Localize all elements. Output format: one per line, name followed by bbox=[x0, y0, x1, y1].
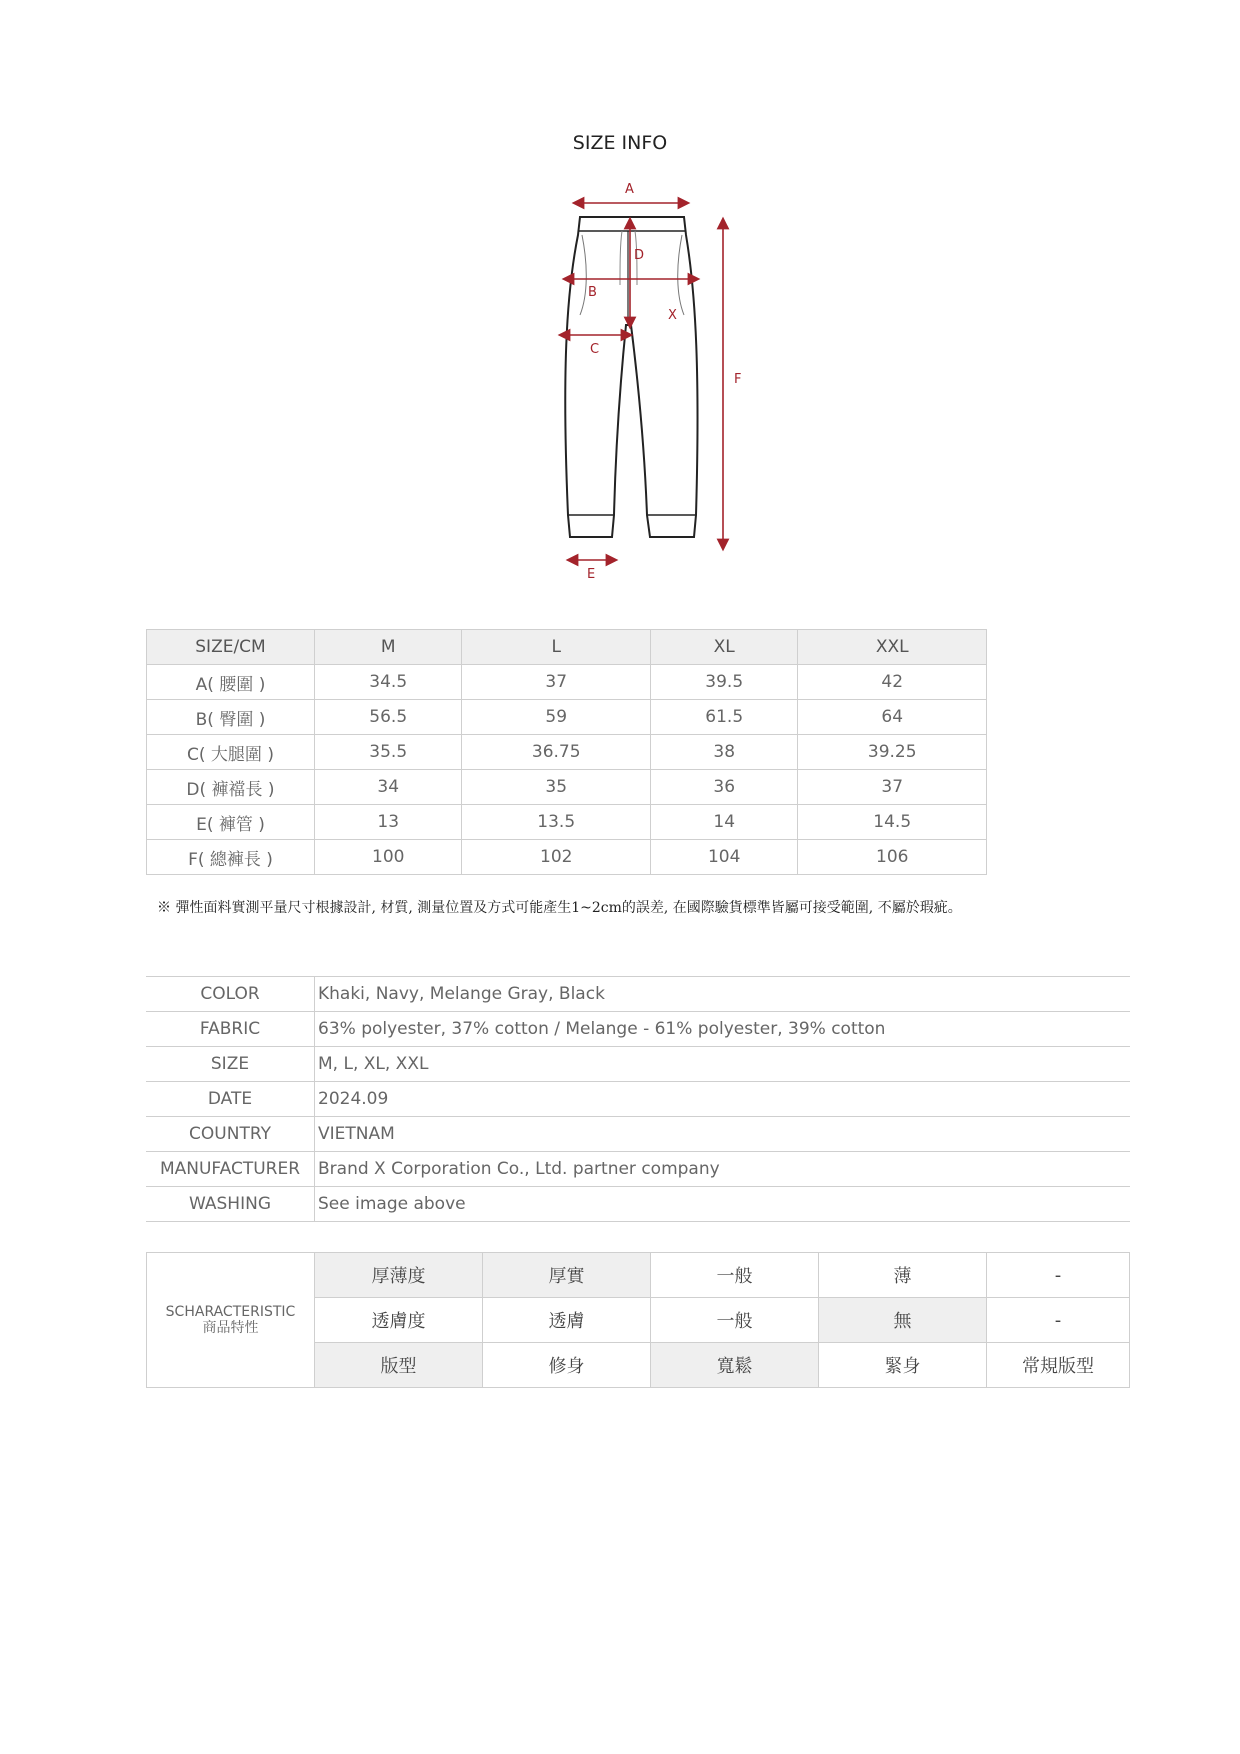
table-cell: 104 bbox=[650, 840, 797, 875]
table-cell: 36.75 bbox=[462, 735, 651, 770]
table-cell: 35 bbox=[462, 770, 651, 805]
pants-outline bbox=[565, 217, 697, 537]
table-cell: 56.5 bbox=[315, 700, 462, 735]
char-attribute: 透膚度 bbox=[315, 1298, 483, 1343]
table-row bbox=[147, 735, 987, 770]
table-cell: 34 bbox=[315, 770, 462, 805]
info-row-color bbox=[146, 977, 1130, 1012]
pants-measurement-diagram bbox=[540, 175, 760, 585]
table-cell: 13 bbox=[315, 805, 462, 840]
product-info-table bbox=[146, 976, 1130, 1222]
table-row bbox=[147, 770, 987, 805]
row-label: D( 褲襠長 ) bbox=[147, 770, 315, 805]
table-row bbox=[147, 665, 987, 700]
table-cell: 13.5 bbox=[462, 805, 651, 840]
char-option: 透膚 bbox=[483, 1298, 651, 1343]
info-key: MANUFACTURER bbox=[146, 1152, 315, 1187]
measurement-note: ※ 彈性面料實測平量尺寸根據設計, 材質, 測量位置及方式可能產生1~2cm的誤差, 在國際驗貨標準皆屬可接受範圍, 不屬於瑕疵。 bbox=[157, 900, 962, 916]
measure-e-label: E bbox=[587, 567, 596, 582]
table-row bbox=[147, 700, 987, 735]
info-value: M, L, XL, XXL bbox=[315, 1047, 1131, 1082]
table-row bbox=[147, 840, 987, 875]
table-cell: 102 bbox=[462, 840, 651, 875]
info-row-washing bbox=[146, 1187, 1130, 1222]
size-table-header bbox=[147, 630, 987, 665]
size-table bbox=[146, 629, 987, 875]
char-option: 常規版型 bbox=[987, 1343, 1130, 1388]
info-row-size bbox=[146, 1047, 1130, 1082]
measure-a-label: A bbox=[625, 182, 634, 197]
page-title: SIZE INFO bbox=[572, 132, 668, 154]
table-cell: 39.25 bbox=[798, 735, 987, 770]
char-option: 修身 bbox=[483, 1343, 651, 1388]
info-key: FABRIC bbox=[146, 1012, 315, 1047]
table-cell: 37 bbox=[462, 665, 651, 700]
char-attribute: 厚薄度 bbox=[315, 1253, 483, 1298]
row-label: F( 總褲長 ) bbox=[147, 840, 315, 875]
info-key: WASHING bbox=[146, 1187, 315, 1222]
table-cell: 14 bbox=[650, 805, 797, 840]
char-option-selected: 寬鬆 bbox=[651, 1343, 819, 1388]
char-option: 緊身 bbox=[819, 1343, 987, 1388]
char-attribute: 版型 bbox=[315, 1343, 483, 1388]
info-key: SIZE bbox=[146, 1047, 315, 1082]
char-row-thickness bbox=[147, 1253, 1130, 1298]
header-cell: L bbox=[462, 630, 651, 665]
char-option: 薄 bbox=[819, 1253, 987, 1298]
measure-b-label: B bbox=[588, 285, 597, 300]
char-option-selected: 無 bbox=[819, 1298, 987, 1343]
row-label: C( 大腿圍 ) bbox=[147, 735, 315, 770]
table-cell: 38 bbox=[650, 735, 797, 770]
characteristic-label bbox=[147, 1253, 315, 1388]
char-option: - bbox=[987, 1298, 1130, 1343]
info-key: COLOR bbox=[146, 977, 315, 1012]
info-value: 63% polyester, 37% cotton / Melange - 61% polyester, 39% cotton bbox=[315, 1012, 1131, 1047]
char-option: 一般 bbox=[651, 1298, 819, 1343]
logo-mark: X bbox=[668, 308, 677, 323]
header-cell: M bbox=[315, 630, 462, 665]
table-cell: 42 bbox=[798, 665, 987, 700]
measure-f-label: F bbox=[734, 372, 742, 387]
table-row bbox=[147, 805, 987, 840]
table-cell: 39.5 bbox=[650, 665, 797, 700]
table-cell: 14.5 bbox=[798, 805, 987, 840]
info-value: Brand X Corporation Co., Ltd. partner company bbox=[315, 1152, 1131, 1187]
info-row-date bbox=[146, 1082, 1130, 1117]
table-cell: 35.5 bbox=[315, 735, 462, 770]
measure-c-label: C bbox=[590, 342, 600, 357]
char-option: - bbox=[987, 1253, 1130, 1298]
table-cell: 64 bbox=[798, 700, 987, 735]
row-label: B( 臀圍 ) bbox=[147, 700, 315, 735]
info-value: VIETNAM bbox=[315, 1117, 1131, 1152]
table-cell: 37 bbox=[798, 770, 987, 805]
info-value: 2024.09 bbox=[315, 1082, 1131, 1117]
char-option-selected: 厚實 bbox=[483, 1253, 651, 1298]
characteristic-table bbox=[146, 1252, 1130, 1388]
info-row-country bbox=[146, 1117, 1130, 1152]
table-cell: 106 bbox=[798, 840, 987, 875]
info-value: See image above bbox=[315, 1187, 1131, 1222]
header-cell: XXL bbox=[798, 630, 987, 665]
row-label: A( 腰圍 ) bbox=[147, 665, 315, 700]
table-cell: 61.5 bbox=[650, 700, 797, 735]
info-row-fabric bbox=[146, 1012, 1130, 1047]
table-cell: 34.5 bbox=[315, 665, 462, 700]
table-cell: 100 bbox=[315, 840, 462, 875]
info-row-manufacturer bbox=[146, 1152, 1130, 1187]
header-cell: SIZE/CM bbox=[147, 630, 315, 665]
info-value: Khaki, Navy, Melange Gray, Black bbox=[315, 977, 1131, 1012]
table-cell: 36 bbox=[650, 770, 797, 805]
characteristic-label-en: SCHARACTERISTIC bbox=[165, 1304, 296, 1320]
char-option: 一般 bbox=[651, 1253, 819, 1298]
header-cell: XL bbox=[650, 630, 797, 665]
row-label: E( 褲管 ) bbox=[147, 805, 315, 840]
measure-d-label: D bbox=[634, 248, 645, 263]
info-key: COUNTRY bbox=[146, 1117, 315, 1152]
characteristic-label-zh: 商品特性 bbox=[202, 1320, 259, 1336]
info-key: DATE bbox=[146, 1082, 315, 1117]
table-cell: 59 bbox=[462, 700, 651, 735]
